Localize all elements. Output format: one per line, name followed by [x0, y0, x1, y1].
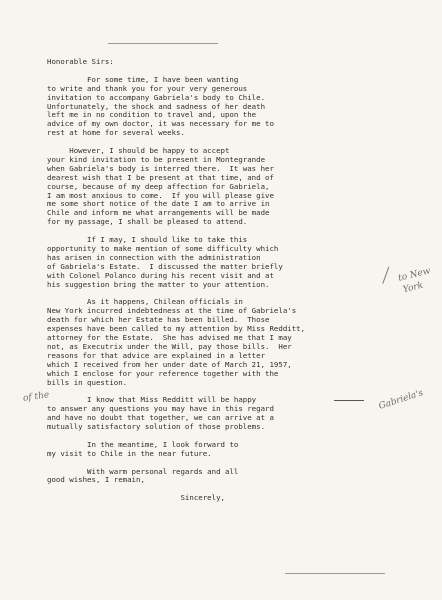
- letter-line: and have no doubt that together, we can arrive at a: [47, 413, 274, 423]
- letter-line: for my passage, I shall be pleased to attend.: [47, 217, 248, 227]
- letter-line: However, I should be happy to accept: [47, 146, 230, 156]
- letter-line: I know that Miss Redditt will be happy: [47, 395, 257, 405]
- closing: Sincerely,: [47, 493, 225, 503]
- letter-line: opportunity to make mention of some difficulty which: [47, 243, 279, 253]
- salutation: Honorable Sirs:: [47, 57, 114, 66]
- letter-line: good wishes, I remain,: [47, 475, 145, 485]
- handwritten-note: York: [402, 280, 425, 296]
- letter-line: death for which her Estate has been billed. Those: [47, 315, 270, 325]
- handwritten-note: Gabriela's: [377, 388, 425, 412]
- letter-line: bills in question.: [47, 377, 128, 387]
- letter-line: I am most anxious to come. If you will please give: [47, 190, 274, 200]
- letter-line: New York incurred indebtedness at the time of Gabriela's: [47, 306, 297, 316]
- letter-line: With warm personal regards and all: [47, 466, 239, 476]
- letter-line: For some time, I have been wanting: [47, 74, 239, 84]
- paragraphs: [47, 76, 417, 494]
- letter-line: reasons for that advice are explained in a letter: [47, 350, 266, 360]
- letter-line: invitation to accompany Gabriela's body to Chile.: [47, 92, 266, 102]
- letter-line: has arisen in connection with the administration: [47, 252, 261, 262]
- letter-line: of Gabriela's Estate. I discussed the matter briefly: [47, 261, 283, 271]
- letter-line: If I may, I should like to take this: [47, 235, 248, 245]
- letter-line: which I received from her under date of March 21, 1957,: [47, 359, 292, 369]
- letter-line: his suggestion bring the matter to your attention.: [47, 279, 270, 289]
- letter-line: me some short notice of the date I am to arrive in: [47, 199, 270, 209]
- letter-line: not, as Executrix under the Will, pay those bills. Her: [47, 341, 292, 351]
- top-rule: [108, 43, 218, 44]
- letter-line: As it happens, Chilean officials in: [47, 297, 243, 307]
- handwritten-note: to New: [397, 266, 432, 284]
- letter-line: Chile and inform me what arrangements will be made: [47, 208, 270, 218]
- letter-line: with Colonel Polanco during his recent visit and at: [47, 270, 274, 280]
- letter-line: In the meantime, I look forward to: [47, 439, 239, 449]
- letter-body: [47, 58, 417, 503]
- letter-line: advice of my own doctor, it was necessary for me to: [47, 119, 274, 129]
- letter-line: my visit to Chile in the near future.: [47, 448, 212, 458]
- letter-line: to answer any questions you may have in this regard: [47, 404, 274, 414]
- letter-line: expenses have been called to my attention by Miss Redditt,: [47, 324, 306, 334]
- letter-line: left me in no condition to travel and, upon the: [47, 110, 257, 120]
- handwritten-note: of the: [22, 390, 50, 404]
- letter-line: dearest wish that I be present at that time, and of: [47, 172, 274, 182]
- signature-line: [285, 573, 385, 574]
- letter-line: mutually satisfactory solution of those problems.: [47, 422, 266, 432]
- strikeout-mark: [334, 400, 364, 401]
- letter-line: when Gabriela's body is interred there. It was her: [47, 163, 274, 173]
- letter-line: to write and thank you for your very generous: [47, 83, 248, 93]
- letter-line: rest at home for several weeks.: [47, 128, 185, 138]
- letter-line: attorney for the Estate. She has advised me that I may: [47, 333, 292, 343]
- letter-line: course, because of my deep affection for Gabriela,: [47, 181, 270, 191]
- letter-line: your kind invitation to be present in Montegrande: [47, 154, 266, 164]
- letter-line: which I enclose for your reference together with the: [47, 368, 279, 378]
- letter-line: Unfortunately, the shock and sadness of her death: [47, 101, 266, 111]
